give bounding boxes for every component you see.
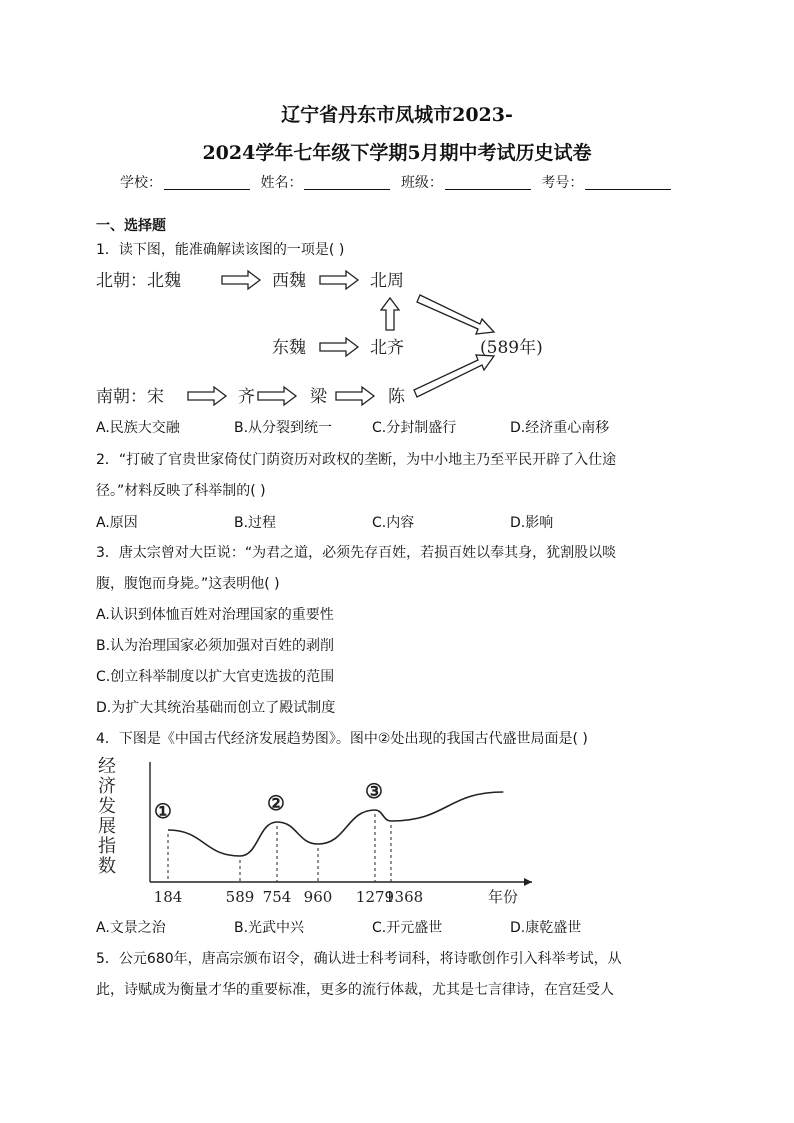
name-blank[interactable] [304, 175, 390, 190]
q2-stem-line2: 径。”材料反映了科举制的( ) [96, 483, 266, 499]
q1-option-b[interactable]: B.从分裂到统一 [234, 420, 333, 436]
arrow-liang-to-chen [336, 387, 374, 405]
school-blank[interactable] [164, 175, 250, 190]
north-dynasty-label: 北朝：北魏 [96, 271, 181, 291]
north-zhou-label: 北周 [370, 271, 404, 291]
chen-label: 陈 [388, 387, 405, 407]
arrow-north-zhou-to-589 [417, 295, 494, 334]
x-axis-arrowhead [524, 878, 532, 886]
x-tick-label: 184 [153, 888, 183, 906]
q3-option-b[interactable]: B.认为治理国家必须加强对百姓的剥削 [96, 638, 335, 654]
q3-stem-line2: 腹，腹饱而身毙。”这表明他( ) [96, 576, 280, 592]
q1-option-d[interactable]: D.经济重心南移 [510, 420, 610, 436]
peak-annotation: ① [154, 799, 172, 823]
q1-option-c[interactable]: C.分封制盛行 [372, 420, 457, 436]
school-label: 学校： [120, 175, 162, 191]
student-info-row [120, 172, 677, 192]
q3-option-a[interactable]: A.认识到体恤百姓对治理国家的重要性 [96, 607, 334, 623]
west-wei-label: 西魏 [272, 271, 306, 291]
chart-x-axis-label: 年份 [488, 888, 519, 906]
q2-option-a[interactable]: A.原因 [96, 515, 138, 531]
arrow-east-wei-to-north-qi [320, 338, 358, 356]
q4-option-b[interactable]: B.光武中兴 [234, 920, 305, 936]
arrow-qi-to-liang [258, 387, 296, 405]
y-axis-label-char: 经 [98, 756, 116, 777]
q4-option-a[interactable]: A.文景之治 [96, 920, 166, 936]
name-label: 姓名： [260, 175, 303, 191]
exam-title-line2: 2024学年七年级下学期5月期中考试历史试卷 [202, 142, 592, 164]
y-axis-label-char: 数 [98, 856, 116, 877]
exam-number-blank[interactable] [585, 175, 671, 190]
peak-annotation: ② [267, 791, 285, 815]
q5-stem-line2: 此，诗赋成为衡量才华的重要标准，更多的流行体裁，尤其是七言律诗，在宫廷受人 [96, 982, 614, 998]
q1-stem: 1．读下图，能准确解读该图的一项是( ) [96, 242, 345, 258]
arrow-song-to-qi [188, 387, 226, 405]
section-heading: 一、选择题 [96, 218, 166, 234]
q5-stem-line1: 5．公元680年，唐高宗颁布诏令，确认进士科考词科，将诗歌创作引入科举考试，从 [96, 951, 622, 967]
qi-label: 齐 [238, 387, 255, 407]
q2-option-b[interactable]: B.过程 [234, 515, 277, 531]
south-dynasty-label: 南朝：宋 [96, 387, 164, 407]
class-blank[interactable] [445, 175, 531, 190]
dynasty-diagram [92, 262, 562, 412]
chart-y-axis-label [98, 756, 116, 877]
y-axis-label-char: 指 [98, 836, 116, 857]
arrow-north-wei-to-west-wei [222, 271, 260, 289]
peak-annotation: ③ [365, 779, 383, 803]
y-axis-label-char: 展 [98, 816, 116, 837]
x-tick-label: 1279 [355, 888, 395, 906]
q3-option-d[interactable]: D.为扩大其统治基础而创立了殿试制度 [96, 700, 336, 716]
y-axis-label-char: 发 [98, 796, 116, 817]
unification-year-label: (589年) [480, 338, 543, 358]
q1-option-a[interactable]: A.民族大交融 [96, 420, 180, 436]
x-tick-label: 1368 [385, 888, 424, 906]
q3-option-c[interactable]: C.创立科举制度以扩大官吏选拔的范围 [96, 669, 335, 685]
exam-number-label: 考号： [541, 175, 584, 191]
exam-title-line1: 辽宁省丹东市凤城市2023- [281, 104, 513, 126]
q4-option-d[interactable]: D.康乾盛世 [510, 920, 582, 936]
q2-stem-line1: 2．“打破了官贵世家倚仗门荫资历对政权的垄断，为中小地主乃至平民开辟了入仕途 [96, 452, 617, 468]
x-tick-label: 960 [303, 888, 333, 906]
x-tick-label: 754 [262, 888, 292, 906]
q4-stem: 4．下图是《中国古代经济发展趋势图》。图中②处出现的我国古代盛世局面是( ) [96, 731, 588, 747]
east-wei-label: 东魏 [272, 338, 306, 358]
economy-trend-chart [92, 752, 552, 912]
economy-trend-line [168, 792, 503, 856]
q3-stem-line1: 3．唐太宗曾对大臣说：“为君之道，必须先存百姓，若损百姓以奉其身，犹割股以啖 [96, 545, 617, 561]
class-label: 班级： [400, 175, 443, 191]
arrow-chen-to-589 [414, 355, 494, 397]
q4-option-c[interactable]: C.开元盛世 [372, 920, 443, 936]
q2-option-d[interactable]: D.影响 [510, 515, 554, 531]
arrow-west-wei-to-north-zhou [320, 271, 358, 289]
liang-label: 梁 [310, 387, 327, 407]
y-axis-label-char: 济 [98, 776, 116, 797]
q2-option-c[interactable]: C.内容 [372, 515, 415, 531]
north-qi-label: 北齐 [370, 338, 404, 358]
x-tick-label: 589 [225, 888, 255, 906]
arrow-north-qi-to-north-zhou [381, 298, 399, 330]
